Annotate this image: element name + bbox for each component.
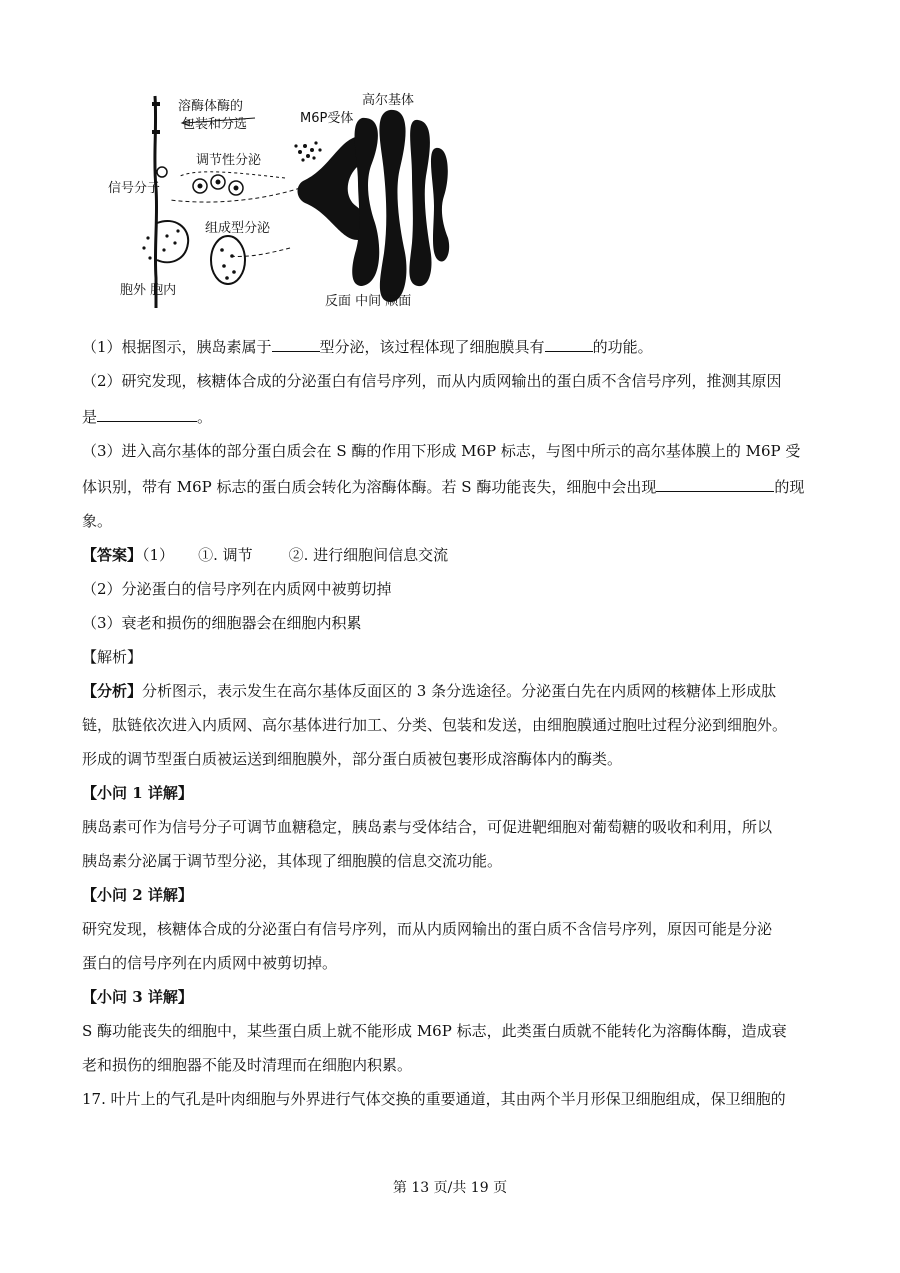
subquestion-2-line1: 研究发现，核糖体合成的分泌蛋白有信号序列，而从内质网输出的蛋白质不含信号序列，原因可能是分泌 xyxy=(82,920,773,938)
answer-blank xyxy=(97,405,197,422)
question-2-line2: 是 。 xyxy=(82,405,822,427)
answer-line-1: 【答案】（1） ①. 调节 ②. 进行细胞间信息交流 xyxy=(82,546,449,564)
label-constitutive-secretion: 组成型分泌 xyxy=(205,221,271,236)
subquestion-1-line2: 胰岛素分泌属于调节型分泌，其体现了细胞膜的信息交流功能。 xyxy=(82,852,503,870)
subquestion-3-line2: 老和损伤的细胞器不能及时清理而在细胞内积累。 xyxy=(82,1056,413,1074)
answer-line-3: （3）衰老和损伤的细胞器会在细胞内积累 xyxy=(82,614,362,632)
golgi-stack xyxy=(298,110,450,302)
question-17-intro: 17. 叶片上的气孔是叶肉细胞与外界进行气体交换的重要通道，其由两个半月形保卫细胞组成，保卫细胞的 xyxy=(82,1090,786,1108)
page-content xyxy=(82,335,822,1109)
label-golgi: 高尔基体 xyxy=(362,93,415,108)
analysis-heading: 【解析】 xyxy=(82,648,143,666)
label-m6p-receptor: M6P受体 xyxy=(300,111,354,126)
question-1: （1）根据图示，胰岛素属于 型分泌，该过程体现了细胞膜具有 的功能。 xyxy=(82,335,822,357)
golgi-diagram-svg xyxy=(100,88,460,313)
subquestion-2-heading: 【小问 2 详解】 xyxy=(82,886,193,904)
subquestion-3-line1: S 酶功能丧失的细胞中，某些蛋白质上就不能形成 M6P 标志，此类蛋白质就不能转化为溶酶体酶，造成衰 xyxy=(82,1022,787,1040)
question-2-line1: （2）研究发现，核糖体合成的分泌蛋白有信号序列，而从内质网输出的蛋白质不含信号序列，推测其原因 xyxy=(82,372,782,390)
subquestion-1-heading: 【小问 1 详解】 xyxy=(82,784,193,802)
analysis-line-1: 【分析】分析图示，表示发生在高尔基体反面区的 3 条分选途径。分泌蛋白先在内质网的核糖体上形成肽 xyxy=(82,682,777,700)
analysis-line-3: 形成的调节型蛋白质被运送到细胞膜外，部分蛋白质被包裹形成溶酶体内的酶类。 xyxy=(82,750,623,768)
question-3-line1: （3）进入高尔基体的部分蛋白质会在 S 酶的作用下形成 M6P 标志，与图中所示的高尔基体膜上的 M6P 受 xyxy=(82,442,801,460)
answer-blank xyxy=(272,335,320,352)
question-3-line2: 体识别，带有 M6P 标志的蛋白质会转化为溶酶体酶。若 S 酶功能丧失，细胞中会出现 的现 xyxy=(82,475,822,497)
analysis-line-2: 链，肽链依次进入内质网、高尔基体进行加工、分类、包装和发送，由细胞膜通过胞吐过程分泌到细胞外。 xyxy=(82,716,788,734)
golgi-sorting-diagram xyxy=(100,88,460,313)
label-regulated-secretion: 调节性分泌 xyxy=(196,153,262,168)
answer-blank xyxy=(545,335,593,352)
subquestion-3-heading: 【小问 3 详解】 xyxy=(82,988,193,1006)
label-golgi-faces: 反面 中间 顺面 xyxy=(325,294,412,309)
subquestion-1-line1: 胰岛素可作为信号分子可调节血糖稳定，胰岛素与受体结合，可促进靶细胞对葡萄糖的吸收和利用，所以 xyxy=(82,818,773,836)
label-lysosome-line2: 包装和分选 xyxy=(182,117,248,132)
page-footer: 第 13 页/共 19 页 xyxy=(392,1180,508,1196)
question-3-line3: 象。 xyxy=(82,512,113,530)
subquestion-2-line2: 蛋白的信号序列在内质网中被剪切掉。 xyxy=(82,954,338,972)
cell-membrane xyxy=(155,96,157,308)
label-lysosome-line1: 溶酶体酶的 xyxy=(178,99,244,114)
label-outside-inside: 胞外 胞内 xyxy=(120,283,177,298)
label-signal-molecule: 信号分子 xyxy=(108,181,161,196)
answer-line-2: （2）分泌蛋白的信号序列在内质网中被剪切掉 xyxy=(82,580,392,598)
answer-blank xyxy=(656,475,774,492)
